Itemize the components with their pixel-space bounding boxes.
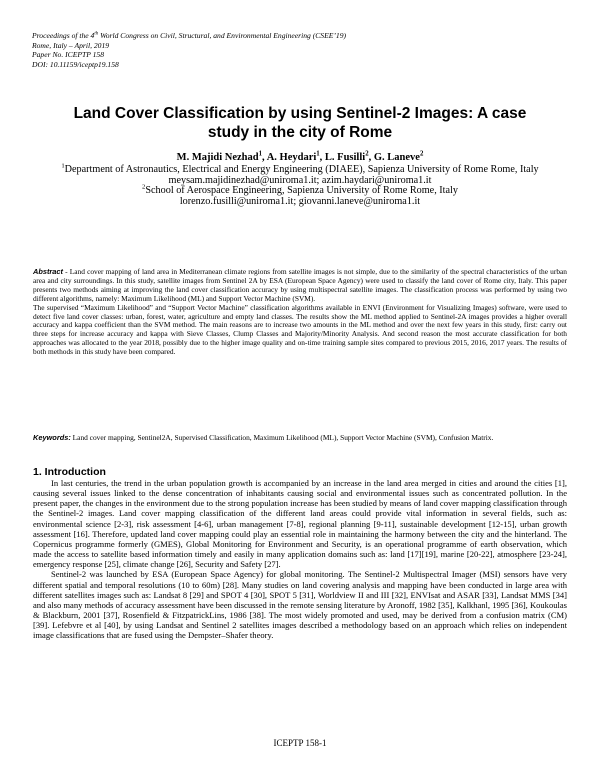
body-paragraph-2: Sentinel-2 was launched by ESA (European Space Agency) for global monitoring. The Sentinel-2 Multispectral Imager (MSI) sensors have very different spatial and temporal resolutions (10 to 60m) [28]. Many studies on land covering analysis and mapping have been conducted in large area with different satellites images such as: Landsat 8 [29] and SPOT 4 [30], SPOT 5 [31], Worldview II and III [32], ENVIsat and ASAR [33], Landsat MMS [34] and also many methods of accuracy assessment have been discussed in the remote sensing literature by Aronoff, 1982 [35], Kalkhanl, 1995 [36], Koukoulas & Blackburn, 2001 [37], Rosenfield & FitzpatrickLins, 1986 [38]. The most widely promoted and used, may be derived from a confusion matrix (CM) [39]. Lefebvre et al [40], by using Landsat and Sentinel 2 satellites images described a methodology based on an approach which relies on independent image classifications that are fused using the Dempster–Shafer theory.	[33, 569, 567, 641]
body-paragraph-1: In last centuries, the trend in the urban population growth is accompanied by an increase in the land area merged in cities and around the cities [1], causing several issues linked to the dense concentration of inhabitants causing social and environmental issues such as concentrated pollution. In the present paper, the changes in the environment due to the strong population increase has been studied by means of land cover mapping classification through the Sentinel-2 images. Land cover mapping classification of the different land areas could provide vital information in several fields, such as: environmental science [2-3], risk assessment [4-6], urban management [7-8], regional planning [9-11], sustainable development [12-15], urban growth assessment [16]. Therefore, updated land cover mapping could play an essential role in maintaining the harmony between the city and the hinterland. The Copernicus programme formerly (GMES), Global Monitoring for Environment and Security, is an operational programme of earth observation, which made the access to satellite based information timely and easily in many application domains such as: land [17][19], marine [20-22], atmosphere [23-24], emergency response [25], climate change [26], Security and Safety [27].	[33, 478, 567, 570]
abstract-paragraph-2: The supervised “Maximum Likelihood” and “Support Vector Machine” classification algorithms available in ENVI (Environment for Visualizing Images) software, were used to detect five land cover classes: urban, forest, water, agriculture and empty land classes. The results show the ML method applied to Sentinel-2A images provides a higher overall accuracy and kappa coefficient than the SVM method. The main reasons are to increase two amounts in the ML method and over the next few years in this study, first: carry out three steps for increase accuracy and kappa with Sieve Classes, Clump Classes and Majority/Minority Analysis. And second reason the most accurate classification for both approaches was allocated to the year 2018, possibly due to the higher image quality and on-time training sample sites compared to previous 2015, 2016, 2017 years. The results of both methods in this study have been compared.	[33, 302, 567, 357]
author: L. Fusilli	[324, 152, 366, 163]
paper-title: Land Cover Classification by using Sentinel-2 Images: A case study in the city of Rome	[73, 105, 527, 141]
author-list: M. Majidi Nezhad$^1$, A. Heydari$^1$, L. Fusilli$^2$, G. Laneve$^2$	[176, 150, 424, 163]
author: M. Majidi Nezhad	[176, 152, 259, 163]
abstract-label: Abstract	[33, 267, 63, 276]
keywords-text: Land cover mapping, Sentinel2A, Supervised Classification, Maximum Likelihood (ML), Support Vector Machine (SVM), Confusion Matrix.	[70, 433, 494, 442]
header-line-3: Paper No. ICEPTP 158	[32, 50, 104, 60]
affiliation-2: $^2$School of Aerospace Engineering, Sapienza University of Rome Rome, Italy	[142, 183, 458, 197]
keywords	[33, 434, 567, 443]
affiliation-1: $^1$Department of Astronautics, Electrical and Energy Engineering (DIAEE), Sapienza University of Rome Rome, Italy	[61, 162, 539, 175]
affiliations	[60, 162, 540, 207]
header-line-2: Rome, Italy – April, 2019	[32, 40, 110, 50]
email-line-1[interactable]: meysam.majidinezhad@uniroma1.it; azim.haydari@uniroma1.it	[168, 174, 432, 186]
introduction-body	[33, 478, 567, 641]
proceedings-header	[32, 31, 572, 69]
header-line-1: Proceedings of the 4th World Congress on Civil, Structural, and Environmental Engineering (CSEE’19)	[32, 31, 347, 40]
abstract-paragraph-1: Abstract - Land cover mapping of land area in Mediterranean climate regions from satellite images is not simple, due to the similarity of the spectral characteristics of the urban area and city surroundings. In this study, satellite images from Sentinel 2A by ESA (European Space Agency) were used to classify the land cover of Rome city, Italy. This paper presents two methods aiming at improving the land cover classification accuracy by using multispectral satellite images. The classification process was performed by using two different algorithms, namely: Maximum Likelihood (ML) and Support Vector Machine (SVM).	[33, 267, 567, 303]
keywords-label: Keywords:	[33, 433, 71, 442]
section-heading-introduction: 1. Introduction	[33, 466, 106, 478]
page-footer: ICEPTP 158-1	[273, 738, 327, 748]
abstract	[33, 268, 567, 357]
author: A. Heydari	[266, 152, 317, 163]
author: G. Laneve	[373, 152, 420, 163]
email-line-2[interactable]: lorenzo.fusilli@uniroma1.it; giovanni.laneve@uniroma1.it	[179, 195, 421, 207]
header-doi: DOI: 10.11159/iceptp19.158	[32, 59, 119, 69]
